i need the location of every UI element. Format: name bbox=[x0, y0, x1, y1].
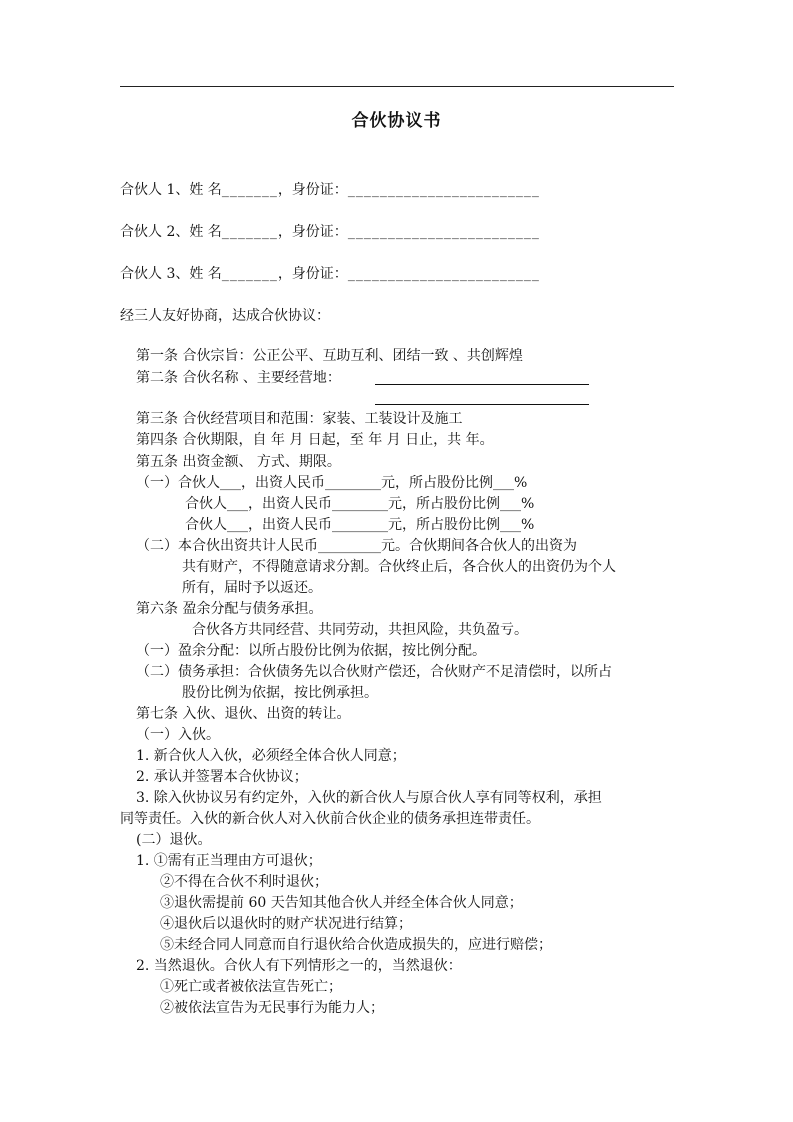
withdraw-sub: ②不得在合伙不利时退伙； bbox=[160, 874, 328, 890]
address-underline-2 bbox=[375, 404, 589, 405]
join-heading: （一）入伙。 bbox=[136, 727, 220, 743]
address-underline bbox=[375, 384, 589, 385]
partner-label: 合伙人 1、姓 名 bbox=[120, 182, 222, 198]
withdraw-sub: ②被依法宣告为无民事行为能力人； bbox=[160, 1000, 384, 1016]
profit-distribution: （一）盈余分配：以所占股份比例为依据，按比例分配。 bbox=[136, 643, 486, 659]
id-blank: ________________________ bbox=[347, 182, 540, 198]
header-rule bbox=[120, 86, 674, 87]
partner-label: 合伙人 3、姓 名 bbox=[120, 266, 222, 282]
contribution-line: （一）合伙人___，出资人民币________元，所占股份比例___% bbox=[136, 475, 528, 491]
name-blank: _______ bbox=[221, 266, 278, 282]
document-title: 合伙协议书 bbox=[351, 111, 442, 131]
contribution-line: 合伙人___，出资人民币________元，所占股份比例___% bbox=[185, 496, 535, 512]
partner-line bbox=[120, 180, 540, 200]
article-5: 第五条 出资金额、 方式、期限。 bbox=[136, 454, 341, 470]
name-blank: _______ bbox=[221, 182, 278, 198]
id-blank: ________________________ bbox=[347, 266, 540, 282]
partner-label: 合伙人 2、姓 名 bbox=[120, 224, 222, 240]
name-blank: _______ bbox=[221, 224, 278, 240]
article-6: 第六条 盈余分配与债务承担。 bbox=[136, 601, 323, 617]
withdraw-item-1: 1. ①需有正当理由方可退伙； bbox=[136, 853, 322, 869]
article-3: 第三条 合伙经营项目和范围：家装、工装设计及施工 bbox=[136, 411, 463, 427]
withdraw-sub: ⑤未经合同人同意而自行退伙给合伙造成损失的，应进行赔偿； bbox=[160, 937, 552, 953]
join-item-1: 1. 新合伙人入伙，必须经全体合伙人同意； bbox=[136, 748, 406, 764]
partner-line bbox=[120, 264, 540, 284]
join-item-3-cont: 同等责任。入伙的新合伙人对入伙前合伙企业的债务承担连带责任。 bbox=[120, 811, 540, 827]
article-1: 第一条 合伙宗旨：公正公平、互助互利、团结一致 、共创辉煌 bbox=[136, 348, 523, 364]
partner-sep: ，身份证： bbox=[277, 182, 348, 198]
partner-line bbox=[120, 222, 540, 242]
contribution-line: 合伙人___，出资人民币________元，所占股份比例___% bbox=[185, 517, 535, 533]
debt-bearing: （二）债务承担：合伙债务先以合伙财产偿还，合伙财产不足清偿时，以所占 bbox=[136, 664, 612, 680]
partner-sep: ，身份证： bbox=[277, 224, 348, 240]
total-contribution-cont: 所有，届时予以返还。 bbox=[182, 580, 322, 596]
article-4: 第四条 合伙期限，自 年 月 日起，至 年 月 日止，共 年。 bbox=[136, 432, 494, 448]
withdraw-sub: ①死亡或者被依法宣告死亡； bbox=[160, 979, 342, 995]
article-6-text: 合伙各方共同经营、共同劳动，共担风险，共负盈亏。 bbox=[192, 622, 528, 638]
withdraw-sub: ③退伙需提前 60 天告知其他合伙人并经全体合伙人同意； bbox=[160, 895, 523, 911]
withdraw-sub: ④退伙后以退伙时的财产状况进行结算； bbox=[160, 916, 412, 932]
article-2: 第二条 合伙名称 、主要经营地： bbox=[136, 370, 341, 386]
partner-sep: ，身份证： bbox=[277, 266, 348, 282]
total-contribution: （二）本合伙出资共计人民币_________元。合伙期间各合伙人的出资为 bbox=[136, 538, 577, 554]
total-contribution-cont: 共有财产，不得随意请求分割。合伙终止后，各合伙人的出资仍为个人 bbox=[182, 559, 616, 575]
article-7: 第七条 入伙、退伙、出资的转让。 bbox=[136, 706, 351, 722]
debt-bearing-cont: 股份比例为依据，按比例承担。 bbox=[182, 685, 378, 701]
join-item-2: 2. 承认并签署本合伙协议； bbox=[136, 769, 308, 785]
join-item-3: 3. 除入伙协议另有约定外，入伙的新合伙人与原合伙人享有同等权利，承担 bbox=[136, 790, 602, 806]
intro-text: 经三人友好协商，达成合伙协议： bbox=[120, 308, 330, 324]
withdraw-heading: (二）退伙。 bbox=[136, 832, 212, 848]
id-blank: ________________________ bbox=[347, 224, 540, 240]
withdraw-item-2: 2. 当然退伙。合伙人有下列情形之一的，当然退伙： bbox=[136, 958, 462, 974]
